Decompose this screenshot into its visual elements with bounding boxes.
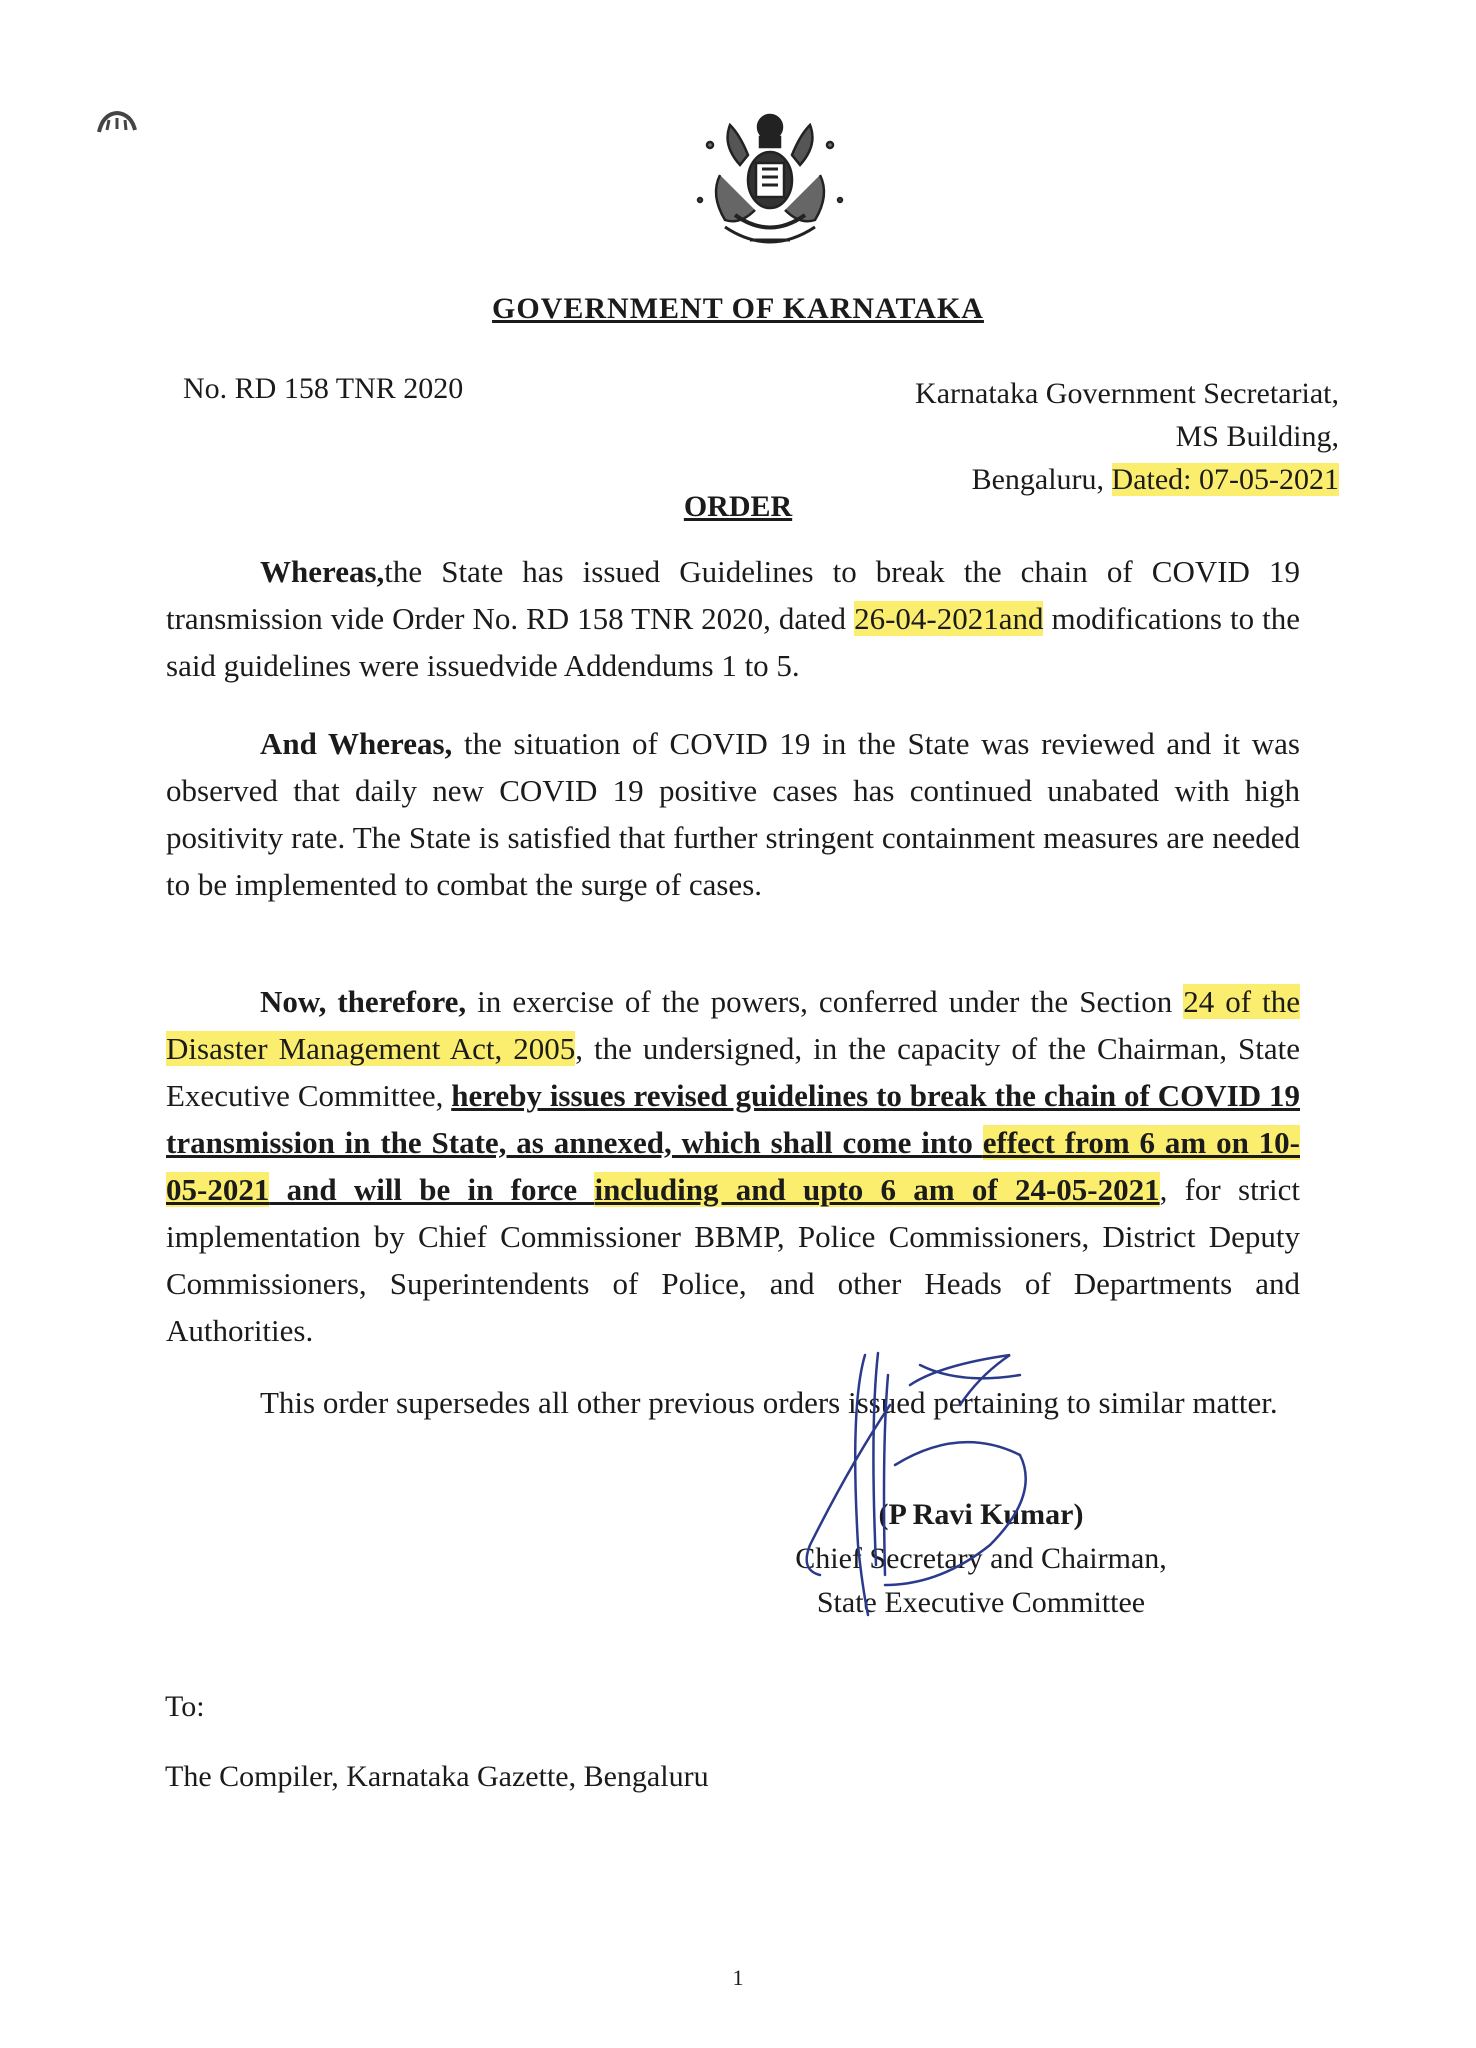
paragraph-and-whereas (166, 720, 1300, 908)
para3-highlight-act: 24 of the Disaster Management Act, 2005 (166, 984, 1300, 1066)
para2-lead: And Whereas, (260, 726, 453, 761)
para1-highlight: 26-04-2021and (854, 601, 1044, 636)
signatory-name: (P Ravi Kumar) (878, 1498, 1084, 1531)
para3-bold-a: hereby issues revised guidelines to break the chain of COVID 19 transmission in the State, as annexed, which shall come into (166, 1078, 1300, 1160)
issuing-address (915, 372, 1339, 501)
para3-bold-highlight-a: effect from 6 am on 10-05-2021 (166, 1125, 1300, 1207)
para3-lead: Now, therefore, (260, 984, 467, 1019)
signatory-designation-1: Chief Secretary and Chairman, (795, 1542, 1167, 1575)
paragraph-supersedes: This order supersedes all other previous orders issued pertaining to similar matter. (260, 1385, 1278, 1420)
address-city: Bengaluru, (971, 463, 1105, 496)
order-date: Dated: 07-05-2021 (1111, 463, 1339, 496)
paragraph-whereas (166, 548, 1300, 689)
para2-text: the situation of COVID 19 in the State was reviewed and it was observed that daily new COVID 19 positive cases has continued unabated with high positivity rate. The State is satisfied that further stringent containment measures are needed to be implemented to combat the surge of cases. (166, 726, 1300, 902)
page-number: 1 (732, 1965, 744, 1990)
signatory-designation-2: State Executive Committee (816, 1586, 1146, 1619)
order-reference-number: No. RD 158 TNR 2020 (183, 372, 464, 405)
address-line-2: MS Building, (1175, 420, 1339, 453)
para3-bold-highlight-b: including and upto 6 am of 24-05-2021 (594, 1172, 1160, 1207)
para1-text-b: modifications to the said guidelines were issuedvide Addendums 1 to 5. (166, 601, 1300, 683)
scan-speck (95, 110, 139, 136)
para1-text-a: the State has issued Guidelines to break the chain of COVID 19 transmission vide Order No. RD 158 TNR 2020, dated (166, 554, 1300, 636)
paragraph-now-therefore (166, 978, 1300, 1354)
karnataka-emblem-icon (680, 105, 860, 255)
para3-text-b: , the undersigned, in the capacity of the Chairman, State Executive Committee, (166, 1031, 1300, 1113)
government-title: GOVERNMENT OF KARNATAKA (492, 292, 984, 325)
order-heading: ORDER (683, 490, 793, 523)
recipient-label: To: (165, 1690, 205, 1723)
handwritten-signature (790, 1345, 1110, 1635)
address-line-1: Karnataka Government Secretariat, (915, 377, 1339, 410)
para3-text-a: in exercise of the powers, conferred under the Section (466, 984, 1184, 1019)
para3-text-c: , for strict implementation by Chief Commissioner BBMP, Police Commissioners, District Deputy Commissioners, Superintendents of Police, and other Heads of Departments and Authorities. (166, 1172, 1300, 1348)
para1-lead: Whereas, (260, 554, 385, 589)
para3-bold-b: and will be in force (269, 1172, 595, 1207)
recipient-text: The Compiler, Karnataka Gazette, Bengaluru (165, 1760, 709, 1793)
